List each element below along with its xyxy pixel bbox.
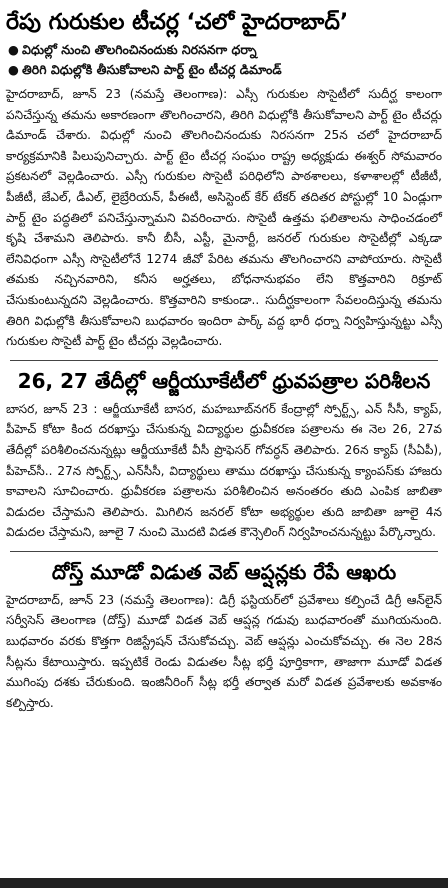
article-rgukt-verification <box>0 367 448 543</box>
article-bullet <box>8 60 440 80</box>
article-gurukula-teachers <box>0 0 448 352</box>
article-divider <box>10 360 438 361</box>
bullet-text: విధుల్లో నుంచి తొలగించినందుకు నిరసనగా ధర్నా <box>22 42 257 57</box>
article-headline: దోస్త్ మూడో విడుత వెబ్ ఆప్షన్లకు రేపే ఆఖరు <box>51 559 397 584</box>
article-divider <box>10 551 438 552</box>
bullet-icon: ● <box>8 42 19 57</box>
article-dost-web-options <box>0 558 448 714</box>
article-headline: 26, 27 తేదీల్లో ఆర్జీయూకేటీలో ధ్రువపత్రాల పరిశీలన <box>17 368 431 393</box>
article-headline: రేపు గురుకుల టీచర్ల ‘చలో హైదరాబాద్’ <box>6 10 349 35</box>
article-body: హైదరాబాద్, జూన్ 23 (నమస్తే తెలంగాణ): ఎస్సీ గురుకుల సొసైటీలో సుదీర్ఘ కాలంగా పనిచేస్తున్న తమను అకారణంగా తొలగించారని, తిరిగి విధుల్లోకి తీసుకోవాలని పార్ట్ టైం టీచర్లు డిమాండ్ చేశారు. విధుల్లో నుంచి తొలగించినందుకు నిరసనగా 25న చలో హైదరాబాద్ కార్యక్రమానికి పిలుపునిచ్చారు. పార్ట్ టైం టీచర్ల సంఘం రాష్ట్ర అధ్యక్షుడు ఈశ్వర్ సోమవారం ప్రకటనలో వెల్లడించారు. ఎస్సీ గురుకుల సొసైటీ పరిధిలోని పాఠశాలలు, కళాశాలల్లో టీజీటీ, పీజీటీ, జేఎల్, డీఎల్, లైబ్రేరియన్, పీఈటీ, అసిస్టెంట్ కేర్ టేకర్ తదితర పోస్టుల్లో 10 ఏండ్లుగా పార్ట్ టైం పద్ధతిలో పనిచేస్తున్నామని వివరించారు. సొసైటీ ఉత్తమ ఫలితాలను సాధించడంలో కృషి చేశామని తెలిపారు. కానీ బీసీ, ఎస్టీ, మైనార్టీ, జనరల్ గురుకుల సొసైటీల్లో ఎక్కడా లేనివిధంగా ఎస్సీ సొసైటీలోనే 1274 జీవో పేరిట తమను తొలగించారని వాపోయారు. సొసైటీ తమకు నచ్చినవారిని, కనీస అర్హతలు, బోధనానుభవం లేని కొత్తవారిని రిక్రూట్ చేసుకుంటున్నదని వెల్లడించారు. కొత్తవారిని కాకుండా.. సుదీర్ఘకాలంగా సేవలందిస్తున్న తమను తిరిగి విధుల్లోకి తీసుకోవాలని బుధవారం ఇందిరా పార్క్ వద్ద భారీ ధర్నా నిర్వహిస్తున్నట్టు ఎస్సీ గురుకుల సొసైటీ పార్ట్ టైం టీచర్లు వెల్లడించారు. <box>6 87 442 349</box>
article-bullet <box>8 40 440 60</box>
article-body: హైదరాబాద్, జూన్ 23 (నమస్తే తెలంగాణ): డిగ్రీ ఫస్టియర్‌లో ప్రవేశాలు కల్పించే డిగ్రీ ఆన్‌లైన్ సర్వీసెస్ తెలంగాణ (దోస్త్) మూడో విడత వెబ్ ఆప్షన్ల గడువు బుధవారంతో ముగియనుంది. బుధవారం వరకు కొత్తగా రిజిస్ట్రేషన్ చేసుకోవచ్చు. వెబ్ ఆప్షన్లు ఎంచుకోవచ్చు. ఈ నెల 28న సీట్లను కేటాయిస్తారు. ఇప్పటికే రెండు విడుతల సీట్ల భర్తీ పూర్తికాగా, తాజాగా మూడో విడత ముగింపు దశకు చేరుకుంది. ఇంజినీరింగ్ సీట్ల భర్తీ తర్వాత మరో విడత ప్రవేశాలకు అవకాశం కల్పిస్తారు. <box>6 592 442 710</box>
bullet-icon: ● <box>8 62 19 77</box>
article-bullets <box>0 38 448 80</box>
bullet-text: తిరిగి విధుల్లోకి తీసుకోవాలని పార్ట్ టైం టీచర్ల డిమాండ్ <box>22 62 282 77</box>
article-body: బాసర, జూన్ 23 : ఆర్జీయూకేటీ బాసర, మహబూబ్‌నగర్ కేంద్రాల్లో స్పోర్ట్స్, ఎన్ సీసీ, క్యాప్, పీహెచ్ కోటా కింద దరఖాస్తు చేసుకున్న విద్యార్థుల ధ్రువీకరణ పత్రాలను ఈ నెల 26, 27వ తేదీల్లో పరిశీలించనున్నట్లు ఆర్జీయూకేటీ వీసీ ప్రొఫెసర్ గోవర్ధన్ తెలిపారు. 26న క్యాప్ (సీఏపీ), పీహెచ్‌సీ.. 27న స్పోర్ట్స్, ఎన్‌సీసీ, విద్యార్థులు తాము దరఖాస్తు చేసుకున్న క్యాంపస్‌కు హాజరు కావాలని సూచించారు. ధ్రువీకరణ పత్రాలను పరిశీలించిన అనంతరం తుది ఎంపిక జాబితా విడుదల చేస్తామని తెలిపారు. మిగిలిన జనరల్ కోటా అభ్యర్థుల తుది జాబితా జూలై 4న విడుదల చేస్తామని, జూలై 7 నుంచి మొదటి విడత కౌన్సెలింగ్ నిర్వహించనున్నట్టు పేర్కొన్నారు. <box>6 401 442 540</box>
next-article-strip <box>0 878 448 888</box>
